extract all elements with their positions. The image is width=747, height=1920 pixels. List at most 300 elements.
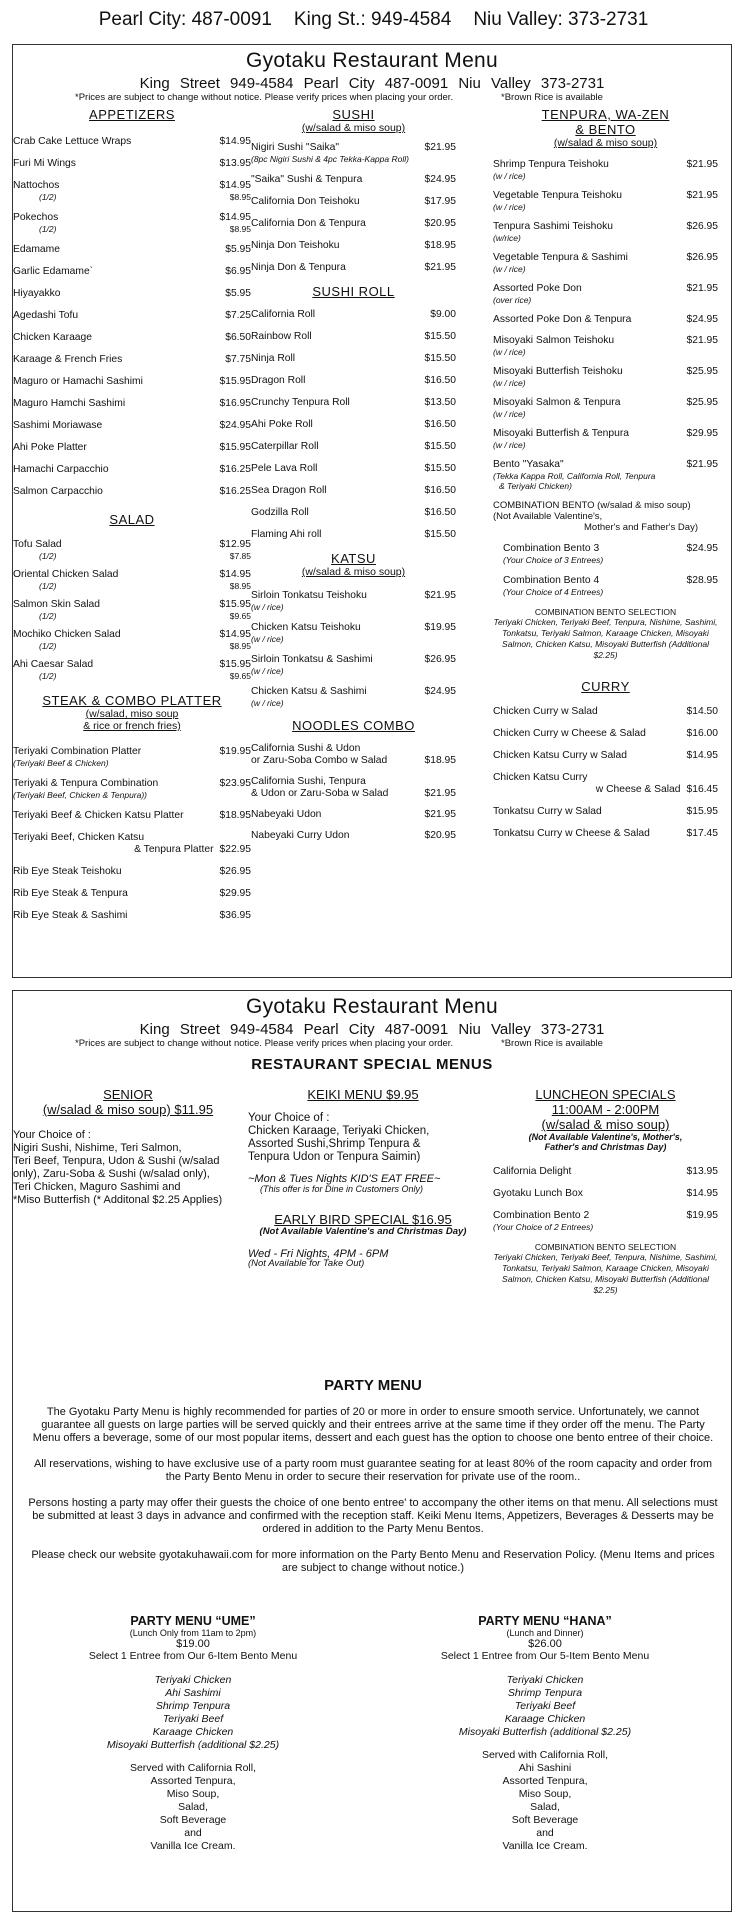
menu-item-row [13,212,251,224]
right-column [493,107,718,850]
item-price: $16.45 [686,784,718,795]
menu-item [13,832,251,856]
item-name: Combination Bento 2 [493,1210,590,1221]
item-name: Shrimp Tenpura Teishoku [493,159,609,170]
item-note: (Teriyaki Beef & Chicken) [13,758,109,768]
item-name: Godzilla Roll [251,507,309,518]
text-line: Tenpura Udon or Tenpura Saimin) [248,1151,421,1163]
menu-item [493,190,718,212]
menu-item-row [251,174,456,186]
menu-item [493,428,718,450]
notes-line [13,92,731,104]
item-price: $13.50 [424,397,456,408]
text-line: Teriyaki Chicken [154,1674,232,1686]
text-line: Ahi Sashini [518,1762,572,1774]
menu-item [493,252,718,274]
menu-item-row [493,366,718,378]
menu-item [13,464,251,476]
item-name: California Sushi, Tenpura [251,776,366,787]
item-price: $15.50 [424,463,456,474]
item-name: Sirloin Tonkatsu Teishoku [251,590,367,601]
item-name: Nabeyaki Udon [251,809,322,820]
item-name: Chicken Katsu Teishoku [251,622,361,633]
menu-item-row [493,397,718,409]
item-name: Misoyaki Salmon & Tenpura [493,397,621,408]
item-name: Ninja Don & Tenpura [251,262,346,273]
menu-item-row [503,543,718,555]
menu-item-row [251,809,456,821]
hana-select: Select 1 Entree from Our 5-Item Bento Menu [440,1650,650,1662]
item-name: Sirloin Tonkatsu & Sashimi [251,654,373,665]
senior-menu [13,1087,243,1207]
item-price: $14.95 [686,750,718,761]
combo-bento-heading: COMBINATION BENTO (w/salad & miso soup) [493,500,691,511]
menu-item [13,778,251,800]
item-name: Misoyaki Salmon Teishoku [493,335,615,346]
menu-item [13,659,251,681]
early-bird-note: (Not Available Valentine's and Christmas Day) [259,1226,467,1237]
item-name: Ahi Poke Platter [13,442,87,453]
menu-item-row [251,686,456,698]
item-name: Agedashi Tofu [13,310,79,321]
menu-item [503,543,718,565]
menu-item [251,463,456,475]
item-name: Teriyaki Combination Platter [13,746,142,757]
luncheon-menu [493,1087,718,1296]
item-price: $14.95 [219,212,251,223]
item-note: (Your Choice of 2 Entrees) [493,1222,594,1232]
menu-item [503,575,718,597]
item-price: $23.95 [219,778,251,789]
item-price: $21.95 [686,459,718,470]
item-price: $16.25 [219,486,251,497]
item-name: Misoyaki Butterfish & Tenpura [493,428,630,439]
item-price: $18.95 [424,755,456,766]
menu-item [251,397,456,409]
text-line: Please check our website gyotakuhawaii.com for more information on the Party Bento Menu and Reservation Policy. (Menu Items and prices are subject to change without notice.) [31,1549,715,1574]
early-bird-heading: EARLY BIRD SPECIAL $16.95 [274,1212,452,1227]
text-line: and [184,1827,202,1839]
menu-item-row [13,569,251,581]
ume-select: Select 1 Entree from Our 6-Item Bento Menu [88,1650,298,1662]
item-name: Chicken Katsu Curry w Salad [493,750,627,761]
keiki-heading: KEIKI MENU $9.95 [307,1087,419,1102]
item-price: $26.95 [219,866,251,877]
luncheon-heading: LUNCHEON SPECIALS [535,1087,676,1102]
menu-item-row-2 [251,788,456,800]
menu-item [493,159,718,181]
menu-item-row [493,190,718,202]
item-note: (w / rice) [493,264,526,274]
menu-item-row [493,1188,718,1200]
text-line: Assorted Tenpura, [502,1775,588,1787]
text-line: Teriyaki Chicken [506,1674,584,1686]
menu-item-row [251,218,456,230]
notes-line [13,1038,731,1050]
menu-item-row [251,529,456,541]
special-menus-heading: RESTAURANT SPECIAL MENUS [251,1056,493,1073]
item-name: Combination Bento 4 [503,575,600,586]
item-price: $26.95 [686,252,718,263]
address-line: King Street 949-4584 Pearl City 487-0091 Niu Valley 373-2731 [139,75,605,92]
text-line: Shrimp Tenpura [155,1700,231,1712]
senior-lines [13,1142,243,1207]
item-name: Edamame [13,244,60,255]
text-line: Soft Beverage [511,1814,579,1826]
item-price: $13.95 [686,1166,718,1177]
item-name: California Roll [251,309,316,320]
item-name: Rib Eye Steak & Tenpura [13,888,128,899]
item-price: $15.95 [686,806,718,817]
item-name: Nabeyaki Curry Udon [251,830,350,841]
item-name: Chicken Curry w Cheese & Salad [493,728,646,739]
text-line: Salad, [178,1801,208,1813]
item-name: California Delight [493,1166,572,1177]
ume-title: PARTY MENU “UME” [130,1614,256,1628]
text-line: Misoyaki Butterfish (additional $2.25) [458,1726,632,1738]
ume-price: $19.00 [176,1638,210,1650]
menu-item [493,366,718,388]
menu-item-row [251,196,456,208]
item-price: $16.50 [424,375,456,386]
menu-item-row [251,309,456,321]
hana-price: $26.00 [528,1638,562,1650]
menu-item-row [251,419,456,431]
menu-item-row [13,332,251,344]
menu-item-row [493,252,718,264]
sushi-roll-list [251,309,456,541]
item-name: Sea Dragon Roll [251,485,327,496]
phone-king-st: King St.: 949-4584 [293,9,452,30]
item-name: California Sushi & Udon [251,743,361,754]
item-note: (w / rice) [251,634,284,644]
keiki-choice: Your Choice of : [248,1112,330,1124]
menu-item [13,310,251,322]
early-bird-time: Wed - Fri Nights, 4PM - 6PM [248,1248,389,1260]
menu-item [251,196,456,208]
menu-item [493,750,718,762]
item-name: Ninja Don Teishoku [251,240,340,251]
item-name: Sashimi Moriawase [13,420,103,431]
item-half-label: (1/2) [39,641,57,651]
text-line: Served with California Roll, [481,1749,609,1761]
menu-item [13,158,251,170]
text-line: Assorted Tenpura, [150,1775,236,1787]
combo-bento-note-1: (Not Available Valentine's, [493,511,603,522]
menu-item [13,180,251,202]
menu-item [13,136,251,148]
item-name: Flaming Ahi roll [251,529,322,540]
menu-item-row [251,776,456,788]
menu-item [493,314,718,326]
item-half-price: $9.65 [229,671,251,681]
party-paragraphs [27,1406,719,1575]
menu-item-row [251,743,456,755]
item-name: Teriyaki & Tenpura Combination [13,778,159,789]
menu-item [13,376,251,388]
item-name: Hamachi Carpacchio [13,464,109,475]
text-line: The Gyotaku Party Menu is highly recommended for parties of 20 or more in order to ensure smooth service. Unfortunately, we cannot guarantee all guests on large parties will be served quickly and their entrees arrive at the same time if they order off the menu. The Party Menu offers a beverage, some of our most popular items, dessert and each guest has the option to choose one bento entree of their choice. [32,1406,714,1444]
text-line: Karaage Chicken [504,1713,586,1725]
menu-item [251,809,456,821]
menu-item [493,772,718,796]
item-name: California Don Teishoku [251,196,360,207]
item-half-row [13,581,251,591]
item-half-label: (1/2) [39,581,57,591]
item-half-label: (1/2) [39,671,57,681]
senior-sub: (w/salad & miso soup) $11.95 [42,1102,214,1117]
item-half-label: (1/2) [39,611,57,621]
menu-item-row [493,750,718,762]
item-price: $24.95 [686,314,718,325]
item-price: $25.95 [686,366,718,377]
menu-item-row [13,866,251,878]
text-line: Vanilla Ice Cream. [150,1840,236,1852]
item-name: Crunchy Tenpura Roll [251,397,350,408]
menu-item-row [251,590,456,602]
menu-item [13,910,251,922]
menu-item-row-2 [493,784,718,796]
item-note: (w / rice) [251,698,284,708]
menu-item-row [251,375,456,387]
text-line: Soft Beverage [159,1814,227,1826]
item-note: (8pc Nigiri Sushi & 4pc Tekka-Kappa Roll) [251,154,409,164]
item-price: $16.50 [424,485,456,496]
item-price: $14.95 [219,569,251,580]
senior-heading: SENIOR [103,1087,153,1102]
item-price: $12.95 [219,539,251,550]
menu-item [13,442,251,454]
menu-item [251,218,456,230]
menu-item [251,331,456,343]
senior-choice: Your Choice of : [13,1129,91,1141]
page-title: Gyotaku Restaurant Menu [245,49,499,72]
menu-item-row [493,1166,718,1178]
text-line: and [536,1827,554,1839]
combo-selection-heading: COMBINATION BENTO SELECTION [534,607,677,617]
menu-item [493,221,718,243]
menu-item-row [13,746,251,758]
menu-item [13,266,251,278]
text-line: Misoyaki Butterfish (additional $2.25) [106,1739,280,1751]
salad-list [13,539,251,681]
menu-item [251,507,456,519]
item-name: Maguro or Hamachi Sashimi [13,376,143,387]
item-name: Pele Lava Roll [251,463,318,474]
price-note: *Prices are subject to change without notice. Please verify prices when placing your order. [75,1038,454,1049]
menu-item-row [13,486,251,498]
item-price: $29.95 [219,888,251,899]
item-half-label: (1/2) [39,192,57,202]
menu-item-row [493,772,718,784]
menu-item-row [13,599,251,611]
tenpura-sub: (w/salad & miso soup) [553,137,658,149]
menu-item-row [13,310,251,322]
item-price: $14.50 [686,706,718,717]
item-name-line-2: & Tenpura Platter [134,844,214,855]
curry-heading: CURRY [581,679,630,694]
item-name: Tenpura Sashimi Teishoku [493,221,614,232]
menu-item-row [13,539,251,551]
item-price: $21.95 [424,142,456,153]
item-price: $24.95 [424,686,456,697]
katsu-list [251,590,456,708]
item-price: $5.95 [225,288,251,299]
item-note: (Your Choice of 3 Entrees) [503,555,604,565]
menu-item [13,420,251,432]
sushi-sub: (w/salad & miso soup) [301,122,406,134]
hana-entrees [405,1674,685,1739]
item-price: $16.25 [219,464,251,475]
item-name: Chicken Karaage [13,332,92,343]
item-price: $21.95 [424,262,456,273]
menu-item-row [13,288,251,300]
text-line: Nigiri Sushi, Nishime, Teri Salmon, [13,1142,182,1154]
menu-item-row [493,314,718,326]
item-price: $16.50 [424,507,456,518]
item-name: "Saika" Sushi & Tenpura [251,174,363,185]
text-line: Miso Soup, [518,1788,572,1800]
phone-niu-valley: Niu Valley: 373-2731 [473,9,649,30]
menu-item-row [493,806,718,818]
menu-item [13,629,251,651]
menu-item [251,529,456,541]
item-price: $15.50 [424,529,456,540]
item-note-2: & Teriyaki Chicken) [499,481,572,491]
item-name: Salmon Skin Salad [13,599,101,610]
menu-item [251,776,456,800]
item-price: $21.95 [686,190,718,201]
text-line: Karaage Chicken [152,1726,234,1738]
item-name: Garlic Edamame` [13,266,94,277]
item-price: $21.95 [686,159,718,170]
text-line: Teriyaki Beef [162,1713,224,1725]
item-name: Assorted Poke Don [493,283,582,294]
item-price: $5.95 [225,244,251,255]
keiki-lines [248,1125,478,1164]
noodles-heading: NOODLES COMBO [292,718,415,733]
text-line: All reservations, wishing to have exclusive use of a party room must guarantee seating for at least 80% of the room capacity and order from the Party Bento Menu in order to secure their reservation for private use of the room.. [33,1458,713,1483]
item-name: Karaage & French Fries [13,354,123,365]
item-price: $17.95 [424,196,456,207]
ume-hours: (Lunch Only from 11am to 2pm) [129,1628,257,1638]
item-name: Salmon Carpacchio [13,486,103,497]
menu-item [13,569,251,591]
item-price: $15.50 [424,441,456,452]
hana-title: PARTY MENU “HANA” [478,1614,612,1628]
middle-column [251,107,456,851]
item-note: (w / rice) [493,171,526,181]
menu-page-2 [12,990,732,1912]
steak-heading: STEAK & COMBO PLATTER [42,693,222,708]
item-note: (Teriyaki Beef, Chicken & Tenpura)) [13,790,148,800]
menu-item-row [493,706,718,718]
item-name: California Don & Tenpura [251,218,366,229]
menu-item [493,728,718,740]
lunch-selection-heading: COMBINATION BENTO SELECTION [534,1242,677,1252]
item-name: Dragon Roll [251,375,306,386]
item-name: Ninja Roll [251,353,296,364]
item-price: $19.95 [219,746,251,757]
menu-item-row [13,442,251,454]
item-price: $9.00 [430,309,456,320]
menu-item-row [13,629,251,641]
ume-served [53,1762,333,1853]
steak-sub-2: & rice or french fries) [83,720,181,732]
item-name-line-2: & Udon or Zaru-Soba w Salad [251,788,389,799]
item-price: $16.95 [219,398,251,409]
item-half-row [13,671,251,681]
menu-item [493,397,718,419]
menu-item-row [13,778,251,790]
luncheon-time: 11:00AM - 2:00PM [551,1102,660,1117]
menu-item [13,599,251,621]
menu-item-row [13,158,251,170]
menu-item [251,419,456,431]
katsu-sub: (w/salad & miso soup) [301,566,406,578]
item-name: Chicken Katsu & Sashimi [251,686,367,697]
item-price: $20.95 [424,830,456,841]
text-line: Teri Chicken, Maguro Sashimi and [13,1181,181,1193]
item-half-row [13,551,251,561]
item-name: Tonkatsu Curry w Salad [493,806,602,817]
phone-header [0,0,747,40]
menu-item [251,309,456,321]
brown-rice-note: *Brown Rice is available [501,92,603,103]
menu-item-row [251,331,456,343]
text-line: Assorted Sushi,Shrimp Tenpura & [248,1138,421,1150]
text-line: *Miso Butterfish (* Additonal $2.25 Applies) [13,1194,223,1206]
menu-item-row [13,659,251,671]
combo-selection-text: Teriyaki Chicken, Teriyaki Beef, Tenpura, Nishime, Sashimi, Tonkatsu, Teriyaki Salmon, Karaage Chicken, Misoyaki Salmon, Chicken Katsu, Misoyaki Butterfish (Additional $2.25) [493,617,718,660]
item-name: Chicken Katsu Curry [493,772,588,783]
item-price: $26.95 [686,221,718,232]
item-note: (Your Choice of 4 Entrees) [503,587,604,597]
menu-item-row [13,266,251,278]
item-name: Crab Cake Lettuce Wraps [13,136,132,147]
item-half-price: $8.95 [229,192,251,202]
menu-item-row [13,398,251,410]
item-name: Ahi Caesar Salad [13,659,94,670]
item-name: Vegetable Tenpura & Sashimi [493,252,628,263]
noodles-list [251,743,456,842]
appetizers-list [13,136,251,498]
item-name: Oriental Chicken Salad [13,569,119,580]
menu-item-row [251,507,456,519]
menu-item [493,828,718,840]
item-name: Furi Mi Wings [13,158,76,169]
menu-item [251,830,456,842]
item-price: $16.50 [424,419,456,430]
party-heading: PARTY MENU [324,1377,422,1394]
item-price: $21.95 [424,809,456,820]
item-note: (w / rice) [493,409,526,419]
menu-item [13,398,251,410]
menu-item [251,686,456,708]
item-price: $14.95 [686,1188,718,1199]
item-price: $24.95 [686,543,718,554]
item-note: (Tekka Kappa Roll, California Roll, Tenpura [493,471,656,481]
item-price: $14.95 [219,180,251,191]
tenpura-heading-1: TENPURA, WA-ZEN [541,107,670,122]
menu-item [13,332,251,344]
text-line: Vanilla Ice Cream. [502,1840,588,1852]
sushi-heading: SUSHI [332,107,375,122]
menu-item [251,353,456,365]
item-price: $13.95 [219,158,251,169]
menu-item-row [13,888,251,900]
page-title: Gyotaku Restaurant Menu [245,995,499,1018]
